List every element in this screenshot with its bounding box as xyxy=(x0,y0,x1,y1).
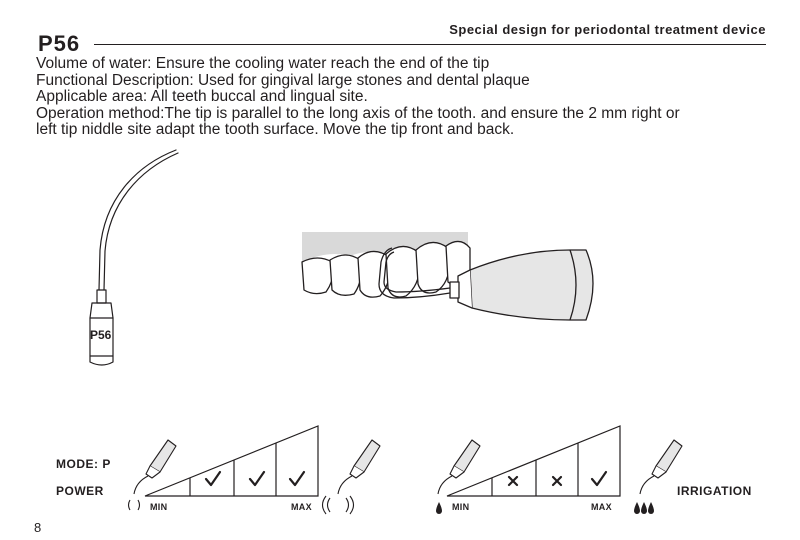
handpiece-min-power-icon xyxy=(129,440,177,510)
power-level-2-check-icon xyxy=(250,472,264,485)
handpiece-max-irrigation-icon xyxy=(640,440,682,494)
irrigation-label: IRRIGATION xyxy=(677,484,752,498)
operation-text-line2: left tip niddle site adapt the tooth surface. Move the tip front and back. xyxy=(36,121,515,138)
mode-label: MODE: P xyxy=(56,457,111,471)
water-volume-text: Volume of water: Ensure the cooling water reach the end of the tip xyxy=(36,55,490,72)
handpiece-max-power-icon xyxy=(323,440,381,514)
water-drop-icon xyxy=(641,502,647,514)
header-title: Special design for periodontal treatment device xyxy=(449,22,766,37)
operation-text-line1: Operation method:The tip is parallel to the long axis of the tooth. and ensure the 2 mm right or xyxy=(36,104,680,122)
water-drop-icon xyxy=(634,502,640,514)
header-rule xyxy=(94,44,766,45)
tip-label: P56 xyxy=(90,328,112,342)
power-level-3-check-icon xyxy=(290,472,304,485)
irrigation-max-label: MAX xyxy=(591,502,612,512)
water-drop-icon xyxy=(648,502,654,514)
power-label: POWER xyxy=(56,484,104,498)
irrigation-level-3-check-icon xyxy=(592,472,606,485)
irrigation-level-triangle xyxy=(447,426,620,496)
irrigation-min-label: MIN xyxy=(452,502,470,512)
water-drop-icon xyxy=(436,502,442,514)
area-text: Applicable area: All teeth buccal and lingual site. xyxy=(36,88,368,105)
description-block xyxy=(36,56,776,139)
power-level-1-check-icon xyxy=(206,472,220,485)
function-text: Functional Description: Used for gingival large stones and dental plaque xyxy=(36,71,530,89)
page-number: 8 xyxy=(34,520,42,535)
power-min-label: MIN xyxy=(150,502,168,512)
model-title: P56 xyxy=(38,31,81,56)
irrigation-level-2-cross-icon xyxy=(553,477,561,485)
irrigation-level-1-cross-icon xyxy=(509,477,517,485)
power-level-triangle xyxy=(145,426,318,496)
power-max-label: MAX xyxy=(291,502,312,512)
handpiece-min-irrigation-icon xyxy=(438,440,480,494)
